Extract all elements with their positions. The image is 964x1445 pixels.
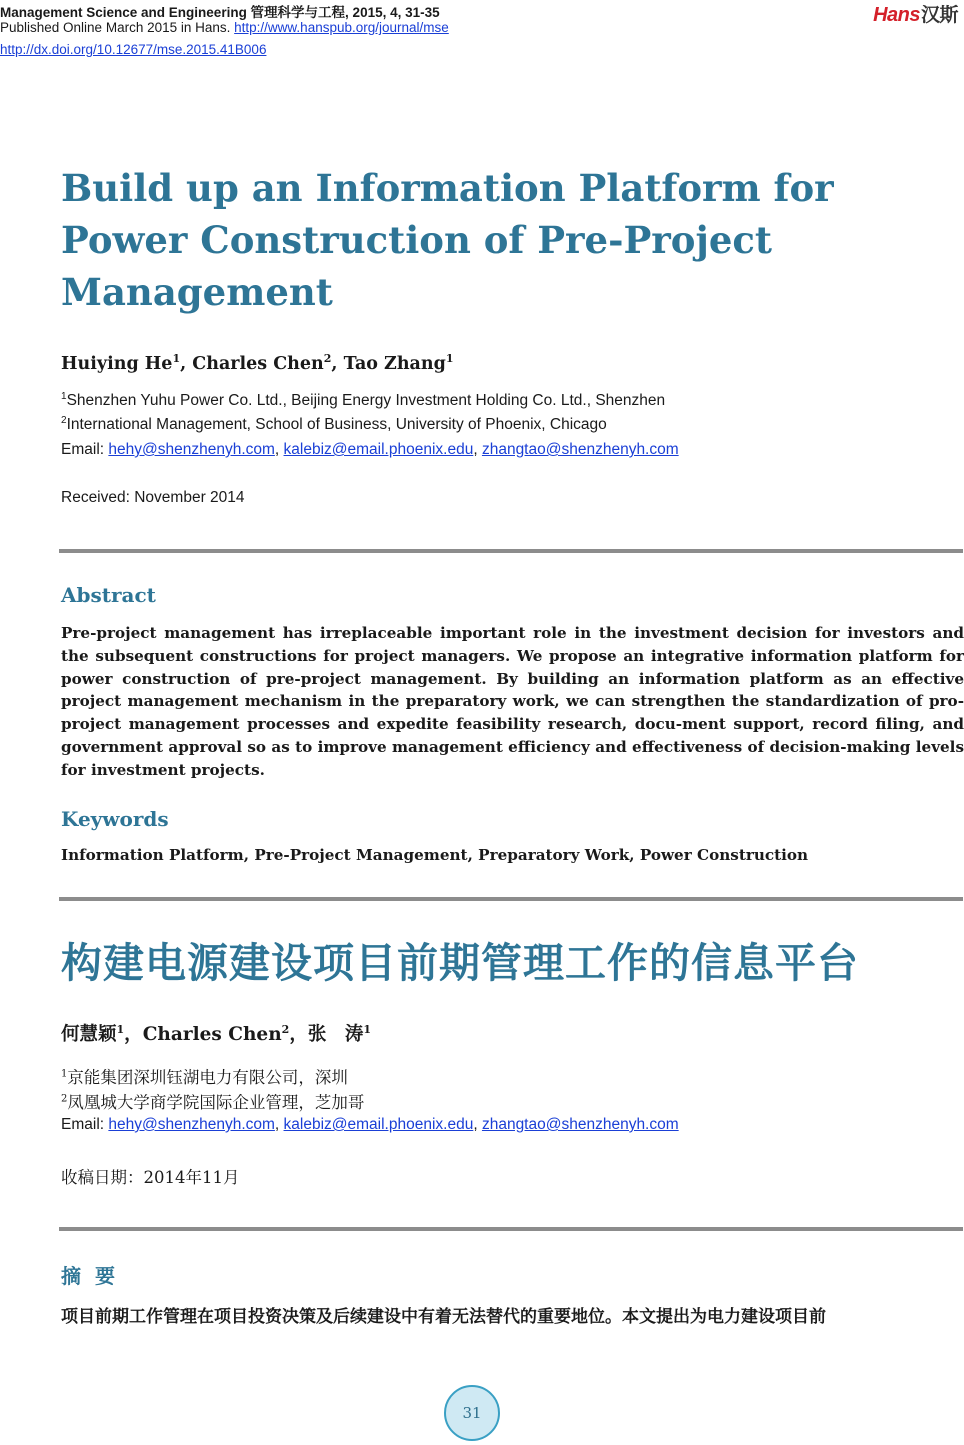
english-email-line: Email: hehy@shenzhenyh.com, kalebiz@email.phoenix.edu, zhangtao@shenzhenyh.com	[61, 441, 679, 458]
email-link-3[interactable]: zhangtao@shenzhenyh.com	[481, 441, 679, 458]
email-link-2[interactable]: kalebiz@email.phoenix.edu	[283, 1116, 474, 1133]
author-name: Charles Chen	[142, 1024, 282, 1045]
email-link-2[interactable]: kalebiz@email.phoenix.edu	[283, 441, 474, 458]
author-separator: ，	[289, 1024, 308, 1045]
section-divider	[59, 1227, 963, 1231]
keywords-heading: Keywords	[61, 807, 169, 831]
abstract-heading: Abstract	[61, 583, 156, 607]
english-affiliation-2	[61, 415, 607, 434]
chinese-affiliation-2	[61, 1089, 364, 1113]
affiliation-text: 凤凰城大学商学院国际企业管理，芝加哥	[67, 1093, 365, 1112]
email-label: Email:	[61, 1116, 109, 1133]
author-name: Tao Zhang	[343, 353, 446, 374]
author-sup: 2	[281, 1022, 290, 1036]
english-affiliation-1	[61, 391, 665, 410]
affiliation-text: Shenzhen Yuhu Power Co. Ltd., Beijing Energy Investment Holding Co. Ltd., Shenzhen	[66, 392, 666, 410]
english-authors: Huiying He$^1$, Charles Chen$^2$, Tao Zhang$^1$	[61, 352, 454, 374]
english-received: Received: November 2014	[61, 489, 245, 506]
english-title: Build up an Information Platform for Power Construction of Pre-Project Management	[61, 166, 834, 314]
publisher-logo	[873, 0, 958, 27]
abstract-text: Pre-project management has irreplaceable important role in the investment decision for investors and the subsequent constructions for project managers. We propose an integrative information platform for power construction of pre-project management. By building an information platform as an effective project management mechanism in the preparatory work, we can strengthen the standardization of pro-project management processes and expedite feasibility research, docu-ment support, record filing, and government approval so as to improve management efficiency and effectiveness of decision-making levels for investment projects.	[61, 624, 964, 779]
doi-link[interactable]: http://dx.doi.org/10.12677/mse.2015.41B006	[0, 42, 267, 57]
page-number: 31	[462, 1404, 482, 1422]
section-divider	[59, 897, 963, 901]
chinese-authors	[61, 1020, 371, 1046]
logo-cn: 汉斯	[920, 4, 958, 26]
author-sup: 1	[172, 352, 181, 365]
page-number-badge	[444, 1385, 500, 1441]
chinese-title: 构建电源建设项目前期管理工作的信息平台	[61, 939, 859, 987]
author-name: 张 涛	[307, 1024, 364, 1045]
author-sup: 1	[363, 1022, 371, 1036]
author-name: Charles Chen	[192, 353, 324, 374]
chinese-affiliation-1	[61, 1064, 348, 1088]
affiliation-text: 京能集团深圳钰湖电力有限公司，深圳	[67, 1068, 348, 1087]
author-sup: 1	[116, 1022, 125, 1036]
author-name: Huiying He	[61, 353, 173, 374]
email-link-3[interactable]: zhangtao@shenzhenyh.com	[481, 1116, 679, 1133]
affiliation-sup: 1	[61, 1068, 68, 1080]
author-separator: ，	[124, 1024, 143, 1045]
journal-name: Management Science and Engineering 管理科学与工程, 2015, 4, 31-35	[0, 5, 440, 20]
email-label: Email:	[61, 441, 109, 458]
email-link-1[interactable]: hehy@shenzhenyh.com	[108, 1116, 275, 1133]
affiliation-sup: 1	[61, 391, 67, 402]
doi-line	[0, 42, 266, 57]
keywords-text: Information Platform, Pre-Project Management, Preparatory Work, Power Construction	[61, 846, 809, 864]
chinese-abstract-text: 项目前期工作管理在项目投资决策及后续建设中有着无法替代的重要地位。本文提出为电力建设项目前	[61, 1307, 826, 1327]
published-text: Published Online March 2015 in Hans.	[0, 20, 231, 35]
affiliation-sup: 2	[61, 1093, 68, 1105]
affiliation-text: International Management, School of Business, University of Phoenix, Chicago	[66, 416, 607, 434]
chinese-email-line: Email: hehy@shenzhenyh.com, kalebiz@email.phoenix.edu, zhangtao@shenzhenyh.com	[61, 1116, 679, 1133]
chinese-abstract-heading: 摘要	[61, 1264, 129, 1288]
chinese-received: 收稿日期：2014年11月	[61, 1168, 240, 1187]
author-name: 何慧颖	[61, 1024, 117, 1045]
author-sup: 2	[323, 352, 332, 365]
author-sup: 1	[445, 352, 454, 365]
section-divider	[59, 549, 963, 553]
affiliation-sup: 2	[61, 415, 67, 426]
logo-latin: Hans	[873, 4, 920, 26]
published-line	[0, 20, 449, 35]
email-link-1[interactable]: hehy@shenzhenyh.com	[108, 441, 275, 458]
journal-url-link[interactable]: http://www.hanspub.org/journal/mse	[234, 20, 449, 35]
